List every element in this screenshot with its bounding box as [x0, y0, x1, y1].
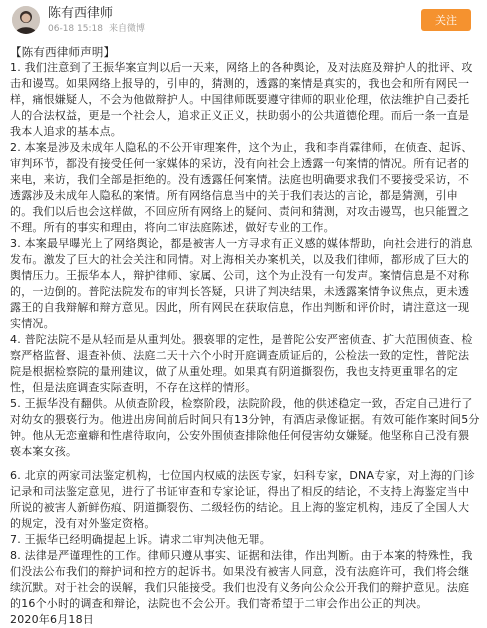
avatar[interactable]: [12, 6, 40, 34]
paragraph-1: 1. 我们注意到了王振华案宣判以后一天来，网络上的各种舆论，及对法庭及辩护人的批评、攻击和谩骂。如果网络上报导的，引申的，猜测的，透露的案情是真实的，我也会和所有网民一样，痛恨嫌疑人，不会为他做辩护人。中国律师既要遵守律师的职业伦理，依法维护自己委托人的合法权益，更是一个社会人，追求正义正义，扶助弱小的公共道德伦理。而后一条一直是我本人追求的基本点。: [10, 61, 473, 138]
follow-button[interactable]: 关注: [421, 9, 471, 31]
post-time: 06-18 15:18: [48, 24, 103, 34]
paragraph-5: 5. 王振华没有翻供。从侦查阶段，检察阶段，法院阶段，他的供述稳定一致，否定自己进行了对幼女的猥亵行为。他进出房间前后时间只有13分钟，有酒店录像证据。有效可能作案时间5分钟。他从无恋童癖和性虐待取向，公安外围侦查排除他任何侵害幼女嫌疑。他坚称自己没有猥亵本案女孩。: [10, 397, 480, 458]
post-header: [0, 0, 487, 40]
paragraph-gap: [10, 460, 480, 468]
post-body: [10, 44, 480, 628]
paragraph-7: 7. 王振华已经明确提起上诉。请求二审判决他无罪。: [10, 533, 271, 546]
paragraph-2: 2. 本案是涉及未成年人隐私的不公开审理案件，这个为止，我和李肖霖律师，在侦查、起诉、审判环节，都没有接受任何一家媒体的采访，没有向社会上透露一句案情的情况。所有记者的来电，来访，我们全部是拒绝的。没有透露任何案情。法庭也明确要求我们不要接受采访，不透露涉及未成年人隐私的案情。所有网络信息当中的关于我们表达的言论，都是猜测，引申的。我们以后也会这样做，不回应所有网络上的疑问、责问和猜测，对攻击谩骂，也只能置之不理。所有的事实和理由，将向二审法庭陈述，做好专业的工作。: [10, 141, 473, 234]
paragraph-4: 4. 普陀法院不是从轻而是从重判处。猥亵罪的定性，是普陀公安严密侦查、扩大范围侦查、检察严格监督、退查补侦、法庭二天十六个小时开庭调查质证后的，公检法一致的定性，普陀法院是根据检察院的量刑建议，做了从重处理。如果真有阴道撕裂伤，我也支持更重罪名的定性，但是法庭调查实际查明，不存在这样的情形。: [10, 333, 473, 394]
author-name[interactable]: 陈有西律师: [48, 6, 114, 21]
post-source: 来自微博: [108, 24, 145, 34]
post-meta: [48, 23, 151, 35]
post-date: 2020年6月18日: [10, 613, 94, 626]
paragraph-8: 8. 法律是严谨理性的工作。律师只遵从事实、证据和法律，作出判断。由于本案的特殊性，我们没法公布我们的辩护词和控方的起诉书。如果没有被害人同意，没有法庭许可，我们将会继续沉默。对于社会的误解，我们只能接受。我们也没有义务向公众公开我们的辩护意见。法庭的16个小时的调查和辩论，法院也不会公开。我们寄希望于二审会作出公正的判决。: [10, 549, 473, 610]
post-title: 【陈有西律师声明】: [10, 45, 116, 59]
avatar-icon: [12, 6, 40, 34]
paragraph-3: 3. 本案最早曝光上了网络舆论，都是被害人一方寻求有正义感的媒体帮助，向社会进行的消息发布。激发了巨大的社会关注和同情。对上海相关办案机关，以及我们律师，都形成了巨大的舆情压力。王振华本人，辩护律师、家属、公司，这个为止没有一句发声。案情信息是不对称的，一边倒的。普陀法院发布的审判长答疑，只讲了判决结果，未透露案情争议焦点，更未透露王的自我辩解和辩方意见。因此，所有网民在获取信息，作出判断和评价时，请注意这一现实情况。: [10, 237, 473, 330]
paragraph-6: 6. 北京的两家司法鉴定机构，七位国内权威的法医专家，妇科专家，DNA专家，对上海的门诊记录和司法鉴定意见，进行了书证审查和专家论证，得出了相反的结论，不支持上海鉴定当中所说的被害人新鲜伤痕、阴道撕裂伤、二级轻伤的结论。且上海的鉴定机构，违反了全国人大的规定，没有对外鉴定资格。: [10, 469, 476, 530]
